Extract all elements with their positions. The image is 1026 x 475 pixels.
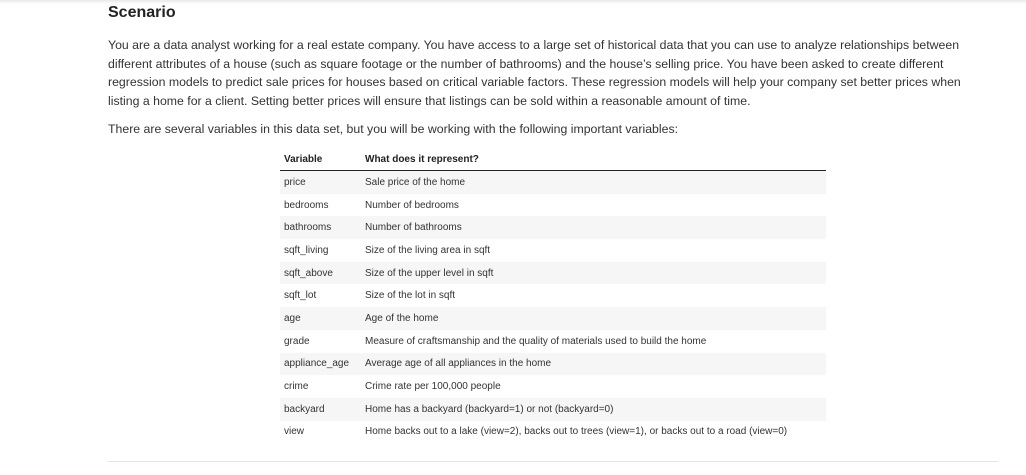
table-row [280,194,826,217]
description-cell: Average age of all appliances in the home [361,353,826,376]
table-row [280,284,826,307]
scenario-section [92,0,998,475]
description-cell: Sale price of the home [361,171,826,194]
description-column-header: What does it represent? [361,149,826,171]
variable-cell: view [284,426,305,438]
variable-cell: bathrooms [280,216,361,239]
description-cell: Number of bathrooms [361,216,826,239]
section-heading: Scenario [108,4,176,21]
description-cell: Size of the lot in sqft [365,290,456,302]
scenario-paragraph: You are a data analyst working for a real estate company. You have access to a large set of historical data that you can use to analyze relationships between different attributes of a house (such as square footage or the number of bathrooms) and the house’s selling price. You have been asked to create different regression models to predict sale prices for houses based on critical variable factors. These regression models will help your company set better prices when listing a home for a client. Setting better prices will ensure that listings can be sold within a reasonable amount of time. [108,38,961,108]
variables-intro-paragraph: There are several variables in this data set, but you will be working with the following important variables: [108,122,679,136]
description-cell: Age of the home [361,307,826,330]
table-row [280,353,826,376]
variable-cell: appliance_age [280,353,361,376]
table-row [280,398,826,421]
variable-cell: age [280,307,361,330]
variable-cell: backyard [280,398,361,421]
table-row [280,262,826,285]
table-row [280,239,826,262]
variable-cell: grade [284,335,310,347]
variable-column-header: Variable [280,149,361,171]
variable-cell: sqft_lot [284,290,317,302]
section-divider [108,461,998,462]
table-row [280,171,826,194]
table-row [280,216,826,239]
description-cell: Size of the upper level in sqft [361,262,826,285]
description-cell: Number of bedrooms [365,199,459,211]
variable-cell: price [280,171,361,194]
description-cell: Home backs out to a lake (view=2), backs out to trees (view=1), or backs out to a road (view=0) [365,426,788,438]
variables-table [280,149,826,443]
description-cell: Measure of craftsmanship and the quality of materials used to build the home [365,335,707,347]
variable-cell: sqft_living [284,244,329,256]
variable-cell: sqft_above [280,262,361,285]
table-header-row [280,149,826,171]
description-cell: Size of the living area in sqft [365,244,491,256]
description-cell: Crime rate per 100,000 people [365,381,501,393]
variable-cell: crime [284,381,309,393]
table-row [280,375,826,398]
variable-cell: bedrooms [284,199,329,211]
table-row [280,421,826,444]
table-row [280,307,826,330]
table-row [280,330,826,353]
description-cell: Home has a backyard (backyard=1) or not (backyard=0) [361,398,826,421]
